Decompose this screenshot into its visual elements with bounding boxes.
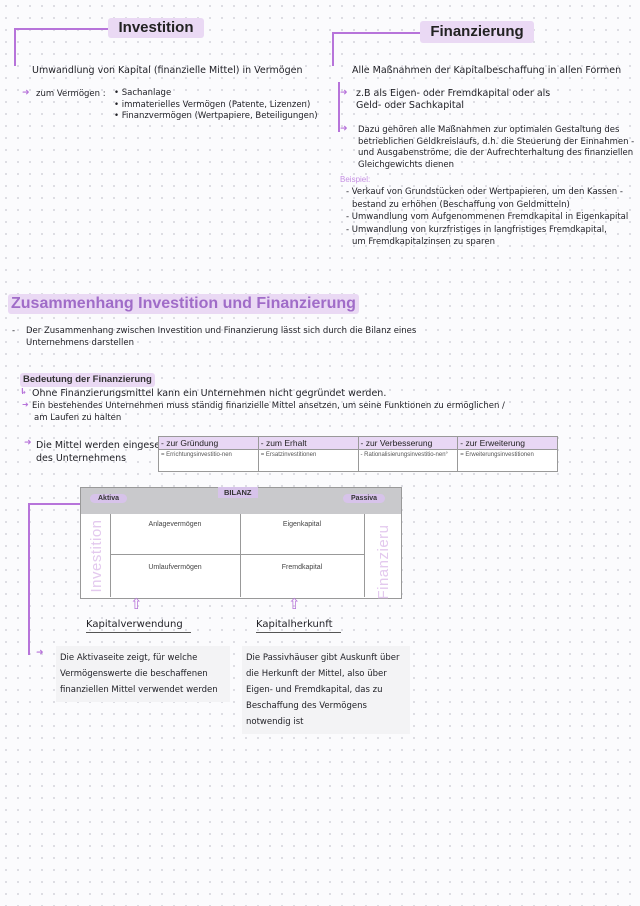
list-item: • Finanzvermögen (Wertpapiere, Beteiligungen) xyxy=(114,111,318,121)
table-cell: = Errichtungsinvestitio-nen xyxy=(159,450,259,472)
finanzierung-bracket-left xyxy=(332,32,334,66)
investition-bracket-top xyxy=(14,28,108,30)
investition-bracket-h xyxy=(28,503,80,505)
table-cell: = Ersatzinvestitionen xyxy=(258,450,358,472)
table-header: - zur Erweiterung xyxy=(458,437,558,450)
passiva-note: Die Passivhäuser gibt Auskunft über die Herkunft der Mittel, also über Eigen- und Fremdkapital, das zu Beschaffung des Vermögens notwendig ist xyxy=(242,646,410,734)
aktiva-note: Die Aktivaseite zeigt, für welche Vermögenswerte die beschaffenen finanziellen Mittel verwendet werden xyxy=(56,646,230,702)
arrow-up-icon: ⇧ xyxy=(288,595,301,613)
list-item: um Fremdkapitalzinsen zu sparen xyxy=(352,237,495,247)
passiva-tag: Passiva xyxy=(343,494,385,503)
bedeutung-title: Bedeutung der Finanzierung xyxy=(20,373,155,387)
dazu-arrow-icon: ➜ xyxy=(340,124,348,134)
finanzierung-title: Finanzierung xyxy=(420,21,534,43)
list-item: • Sachanlage xyxy=(114,88,172,98)
anlagevermoegen-label: Anlagevermögen xyxy=(148,521,202,528)
zusammenhang-title: Zusammenhang Investition und Finanzierung xyxy=(8,294,359,314)
investitionsarten-table xyxy=(158,436,558,472)
dazu-text: Dazu gehören alle Maßnahmen zur optimalen Gestaltung des betrieblichen Geldkreislaufs, d.h. die Steuerung der Einnahmen - und Ausgabenströme, die der Aufrechterhaltung des finanziellen Gleichgewichts dienen xyxy=(358,125,635,170)
investition-bracket-v xyxy=(28,503,30,655)
table-header: - zur Verbesserung xyxy=(358,437,458,450)
list-item: - Umwandlung vom Aufgenommenen Fremdkapital in Eigenkapital xyxy=(346,212,629,222)
table-cell: - Rationalisierungsinvestitio-nen° xyxy=(358,450,458,472)
list-item: - Verkauf von Grundstücken oder Wertpapieren, um den Kassen - xyxy=(346,187,623,197)
mittel-arrow-icon: ➜ xyxy=(24,438,32,448)
umlaufvermoegen-label: Umlaufvermögen xyxy=(148,564,202,571)
bedeutung-arrow-icon-1: ↳ xyxy=(20,387,27,396)
list-item: - Umwandlung von kurzfristiges in langfristiges Fremdkapital, xyxy=(346,224,607,235)
zusammenhang-text: Der Zusammenhang zwischen Investition und Finanzierung lässt sich durch die Bilanz eines Unternehmens darstellen xyxy=(26,326,417,348)
kapitalverwendung-label: Kapitalverwendung xyxy=(86,619,191,633)
fremdkapital-label: Fremdkapital xyxy=(281,564,323,571)
zb-arrow-icon: ➜ xyxy=(340,88,348,98)
bilanz-vdivider-right xyxy=(364,514,365,597)
investition-bracket-left xyxy=(14,28,16,66)
zum-vermoegen-label: zum Vermögen : xyxy=(36,89,106,99)
table-header: - zur Gründung xyxy=(159,437,259,450)
investition-definition: Umwandlung von Kapital (finanzielle Mittel) in Vermögen xyxy=(32,65,303,76)
kapitalverwendung-note-arrow-icon: ➜ xyxy=(36,648,44,658)
finanzierung-vertical-label: Finanzieru xyxy=(375,524,392,600)
aktiva-tag: Aktiva xyxy=(90,494,127,503)
bilanz-hdivider xyxy=(110,554,364,555)
vermoegen-list xyxy=(114,88,318,123)
table-cell: = Erweiterungsinvestitionen xyxy=(458,450,558,472)
beispiel-label: Beispiel: xyxy=(340,175,371,184)
investition-vertical-label: Investition xyxy=(88,519,105,593)
zusammenhang-dash: - xyxy=(12,326,16,336)
mittel-text: Die Mittel werden eingesetzt des Unternehmens xyxy=(36,440,173,464)
finanzierung-bracket-top xyxy=(332,32,420,34)
beispiel-list xyxy=(346,186,628,249)
bedeutung-line2: Ein bestehendes Unternehmen muss ständig finanzielle Mittel ansetzen, um seine Funktionen zu ermöglichen / xyxy=(32,401,505,411)
table-header: - zum Erhalt xyxy=(258,437,358,450)
bedeutung-line3: am Laufen zu halten xyxy=(34,413,122,423)
investition-title: Investition xyxy=(108,18,204,38)
kapitalherkunft-label: Kapitalherkunft xyxy=(256,619,341,633)
bilanz-title: BILANZ xyxy=(218,487,258,498)
list-item: bestand zu erhöhen (Beschaffung von Geldmitteln) xyxy=(352,199,570,210)
arrow-up-icon: ⇧ xyxy=(130,595,143,613)
investition-arrow-icon: ➜ xyxy=(22,88,30,98)
finanzierung-definition: Alle Maßnahmen der Kapitalbeschaffung in allen Formen xyxy=(352,65,622,76)
eigenkapital-label: Eigenkapital xyxy=(282,521,322,528)
list-item: • immaterielles Vermögen (Patente, Lizenzen) xyxy=(114,99,311,110)
bedeutung-line1: Ohne Finanzierungsmittel kann ein Unternehmen nicht gegründet werden. xyxy=(32,388,387,399)
bedeutung-arrow-icon-2: ➜ xyxy=(22,400,29,409)
zb-text: z.B als Eigen- oder Fremdkapital oder als Geld- oder Sachkapital xyxy=(356,88,551,111)
